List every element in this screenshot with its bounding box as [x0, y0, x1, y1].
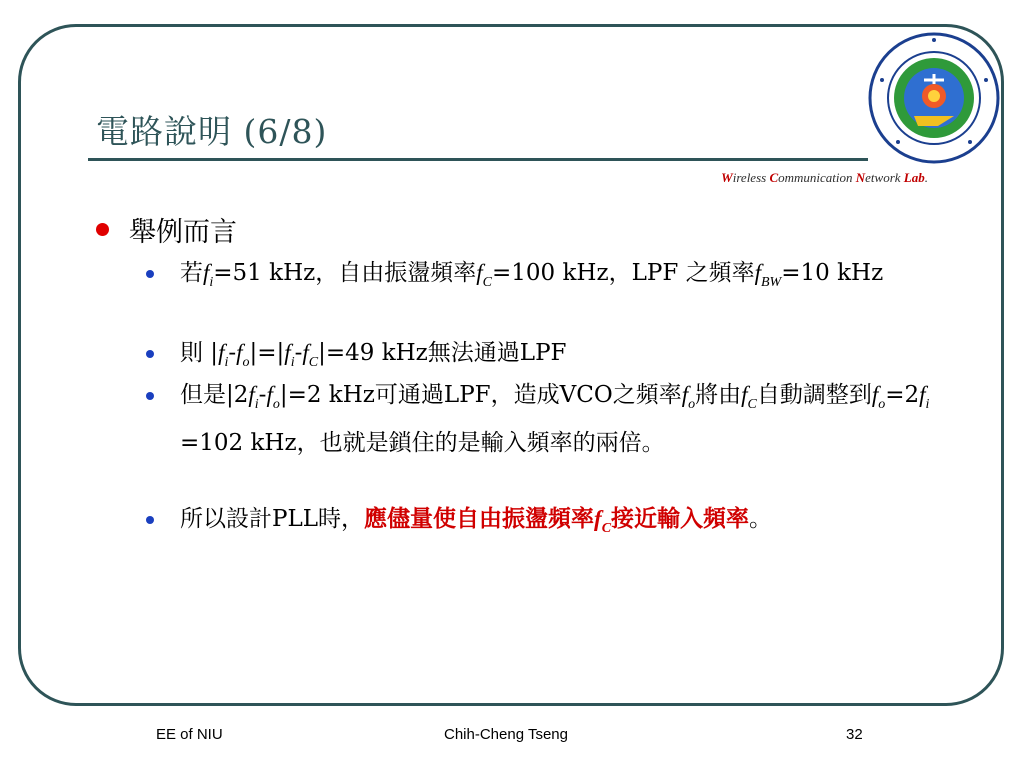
- subscript: C: [747, 396, 757, 412]
- lab-lab: Lab: [903, 170, 925, 185]
- lab-c: C: [769, 170, 779, 185]
- subscript: o: [688, 396, 696, 412]
- text-run: 所以設計PLL時，: [180, 506, 365, 532]
- slide-title: 電路說明 (6/8): [96, 112, 328, 151]
- title-underline: [88, 158, 868, 161]
- subscript: i: [254, 396, 259, 412]
- subscript: i: [224, 354, 229, 370]
- text-run: =10 kHz: [781, 260, 884, 286]
- bullet-dot-icon: [146, 270, 154, 278]
- symbol-f: f: [218, 340, 225, 365]
- heading-bullet: [96, 210, 237, 249]
- symbol-f: f: [476, 260, 483, 285]
- symbol-f: f: [754, 260, 761, 285]
- subscript: i: [290, 354, 295, 370]
- text-run: 則 |: [180, 340, 219, 366]
- symbol-f: f: [248, 382, 255, 407]
- symbol-f: f: [203, 260, 210, 285]
- subscript: o: [878, 396, 886, 412]
- university-seal-icon: [866, 30, 1002, 166]
- symbol-f: f: [236, 340, 243, 365]
- emphasis-text: 應儘量使自由振盪頻率: [364, 505, 595, 532]
- symbol-f: f: [266, 382, 273, 407]
- bullet-dot-icon: [146, 516, 154, 524]
- subscript: BW: [761, 274, 782, 290]
- symbol-f: f: [919, 382, 926, 407]
- subscript: C: [482, 274, 492, 290]
- text-run: 。: [749, 506, 773, 532]
- subscript: o: [272, 396, 280, 412]
- text-run: =102 kHz，也就是鎖住的是輸入頻率的兩倍。: [180, 429, 665, 456]
- symbol-f: f: [284, 340, 291, 365]
- subscript: o: [242, 354, 250, 370]
- footer-author: Chih-Cheng Tseng: [444, 726, 568, 743]
- list-item: [160, 376, 930, 462]
- list-item: [160, 500, 930, 548]
- text-run: =100 kHz，LPF 之頻率: [491, 260, 755, 286]
- subscript: i: [925, 396, 930, 412]
- lab-n: N: [855, 170, 866, 185]
- text-run: |=2 kHz可通過LPF，造成VCO之頻率: [279, 382, 682, 408]
- text-run: 將由: [695, 382, 742, 408]
- symbol-f: f: [871, 382, 879, 407]
- text-run: |=49 kHz無法通過LPF: [318, 340, 567, 366]
- lab-w-rest: ireless: [732, 170, 770, 185]
- subscript: C: [601, 520, 612, 536]
- subscript: C: [308, 354, 319, 370]
- subscript: i: [209, 274, 214, 290]
- footer-left: EE of NIU: [156, 726, 223, 743]
- text-run: -: [294, 340, 303, 366]
- symbol-f: f: [302, 340, 309, 365]
- text-run: =2: [885, 382, 920, 408]
- emphasis-text: 接近輸入頻率: [611, 505, 750, 532]
- lab-c-rest: ommunication: [778, 170, 856, 185]
- text-run: -: [228, 340, 237, 366]
- text-run: 自動調整到: [756, 382, 872, 408]
- symbol-f: f: [594, 506, 602, 531]
- lab-dot: .: [924, 170, 928, 185]
- text-run: |=|: [249, 340, 285, 366]
- text-run: =51 kHz，自由振盪頻率: [213, 260, 477, 286]
- heading-text: 舉例而言: [129, 217, 237, 248]
- symbol-f: f: [741, 382, 748, 407]
- text-run: -: [258, 382, 267, 408]
- bullet-dot-icon: [146, 350, 154, 358]
- lab-w: W: [721, 170, 733, 185]
- text-run: 若: [180, 260, 203, 286]
- list-item: [160, 254, 930, 302]
- bullet-dot-icon: [146, 392, 154, 400]
- text-run: 但是|2: [180, 382, 249, 408]
- lab-banner: [721, 170, 928, 186]
- symbol-f: f: [681, 382, 689, 407]
- list-item: [160, 334, 930, 382]
- page-number: 32: [846, 726, 863, 743]
- lab-n-rest: etwork: [865, 170, 904, 185]
- bullet-dot-icon: [96, 223, 109, 236]
